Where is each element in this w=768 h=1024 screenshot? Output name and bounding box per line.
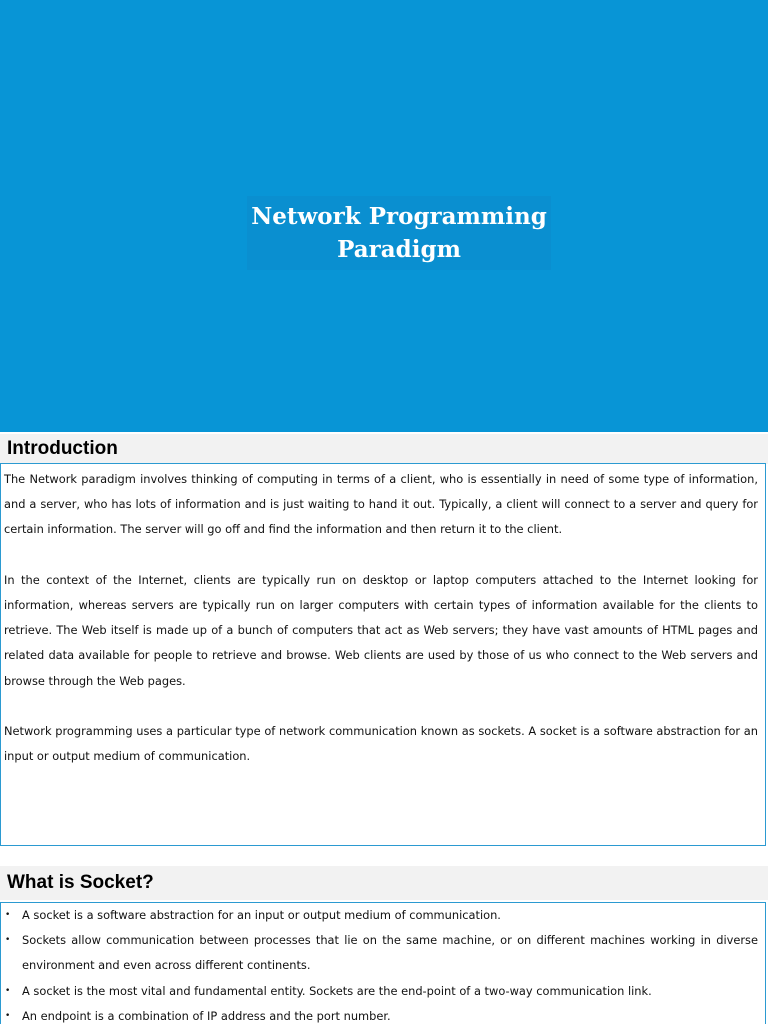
socket-bullet-list (5, 903, 758, 1024)
bullet-icon: • (5, 910, 11, 920)
socket-body (0, 902, 766, 1024)
bullet-text: A socket is the most vital and fundamental entity. Sockets are the end-point of a two-way communication link. (22, 983, 652, 998)
slide-title (247, 196, 551, 270)
slide-title-line-2: Paradigm (337, 236, 461, 263)
bullet-text: Sockets allow communication between processes that lie on the same machine, or on different machines working in diverse environment and even across different continents. (22, 933, 758, 973)
socket-slide (0, 852, 768, 1024)
introduction-slide (0, 432, 768, 852)
slide-title-line-1: Network Programming (251, 203, 547, 230)
bullet-text: A socket is a software abstraction for an input or output medium of communication. (22, 908, 501, 922)
list-item (5, 903, 758, 928)
list-item (5, 928, 758, 978)
list-item (5, 979, 758, 1004)
title-slide (0, 0, 768, 432)
bullet-icon: • (5, 1010, 11, 1021)
bullet-text: An endpoint is a combination of IP address and the port number. (22, 1008, 391, 1023)
list-item (5, 1004, 758, 1024)
socket-heading: What is Socket? (0, 866, 768, 900)
introduction-paragraph-1: The Network paradigm involves thinking of computing in terms of a client, who is essentially in need of some type of information, and a server, who has lots of information and is just waiting to hand it out. Typically, a client will connect to a server and query for certain information. The server will go off and find the information and then return it to the client. (4, 472, 758, 537)
introduction-heading: Introduction (0, 434, 768, 464)
bullet-icon: • (5, 935, 11, 946)
introduction-paragraph-2: In the context of the Internet, clients are typically run on desktop or laptop computers attached to the Internet looking for information, whereas servers are typically run on larger computers with certain types of information available for the clients to retrieve. The Web itself is made up of a bunch of computers that act as Web servers; they have vast amounts of HTML pages and related data available for people to retrieve and browse. Web clients are used by those of us who connect to the Web servers and browse through the Web pages. (4, 572, 758, 688)
introduction-body (0, 463, 766, 846)
introduction-paragraph-3: Network programming uses a particular type of network communication known as sockets. A socket is a software abstraction for an input or output medium of communication. (4, 724, 758, 764)
bullet-icon: • (5, 985, 11, 996)
